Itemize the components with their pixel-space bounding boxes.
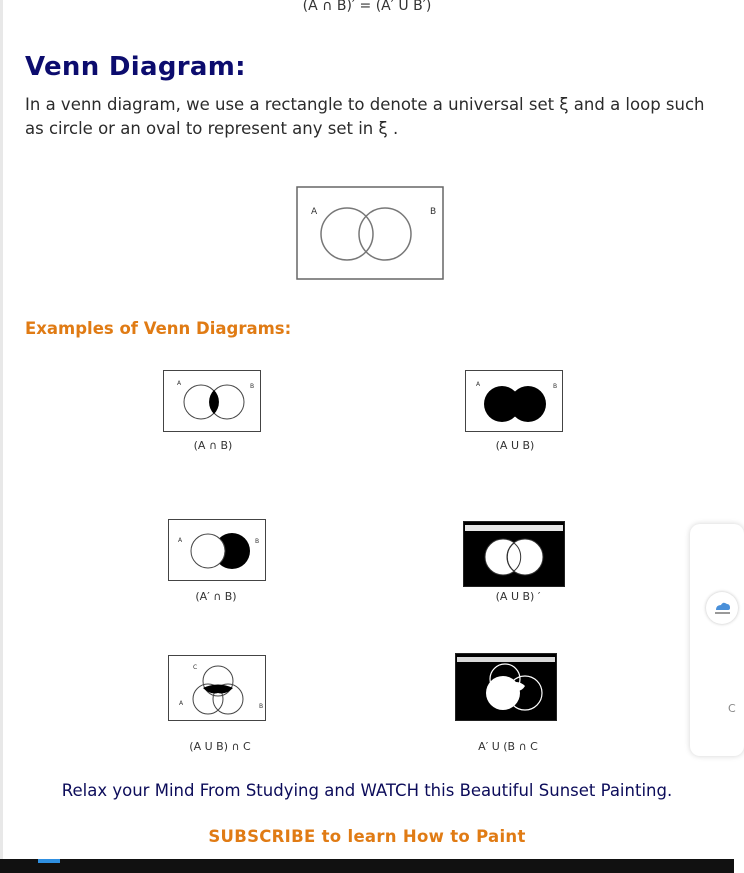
intro-paragraph: In a venn diagram, we use a rectangle to denote a universal set ξ and a loop such as circle or an oval to represent any set in ξ .: [25, 95, 705, 138]
bottom-bar-indicator: [38, 859, 60, 863]
side-widget[interactable]: [690, 524, 744, 756]
example-intersection: [163, 370, 263, 434]
page-border: [0, 0, 3, 860]
example-complement-a-intersect-b: [168, 519, 268, 583]
side-widget-letter: C: [728, 702, 736, 715]
example-union: [465, 370, 565, 434]
example-union-complement: [463, 521, 567, 589]
svg-text:A: A: [476, 381, 481, 388]
svg-text:A: A: [179, 700, 184, 707]
svg-text:B: B: [259, 703, 264, 710]
cloud-logo-icon[interactable]: [706, 592, 738, 624]
bottom-bar: [0, 859, 734, 873]
caption-union-intersect-c: (A U B) ∩ C: [189, 740, 251, 753]
label-b: B: [430, 207, 437, 217]
relax-text: Relax your Mind From Studying and WATCH this Beautiful Sunset Painting.: [61, 781, 673, 800]
main-venn-diagram: [296, 186, 446, 282]
svg-text:C: C: [193, 664, 198, 671]
subscribe-link[interactable]: SUBSCRIBE to learn How to Paint: [208, 827, 526, 846]
caption-intersection: (A ∩ B): [193, 439, 233, 452]
examples-title: Examples of Venn Diagrams:: [25, 319, 292, 338]
svg-text:B: B: [553, 383, 558, 390]
svg-text:A: A: [177, 380, 182, 387]
example-union-intersect-c: [168, 655, 268, 723]
label-a: A: [311, 207, 318, 217]
page-heading: Venn Diagram:: [25, 52, 246, 82]
universal-set-rect: [297, 187, 443, 279]
svg-text:B: B: [255, 538, 260, 545]
caption-complement-a-intersect-b: (A′ ∩ B): [195, 590, 237, 603]
formula-text: (A ∩ B)′ = (A′ U B′): [302, 0, 432, 14]
caption-complement-union-b-intersect-c: A′ U (B ∩ C: [478, 740, 538, 753]
caption-union: (A U B): [495, 439, 535, 452]
caption-union-complement: (A U B) ′: [495, 590, 541, 603]
svg-text:A: A: [178, 537, 183, 544]
svg-text:B: B: [250, 383, 255, 390]
example-complement-union-b-intersect-c: [455, 653, 559, 723]
